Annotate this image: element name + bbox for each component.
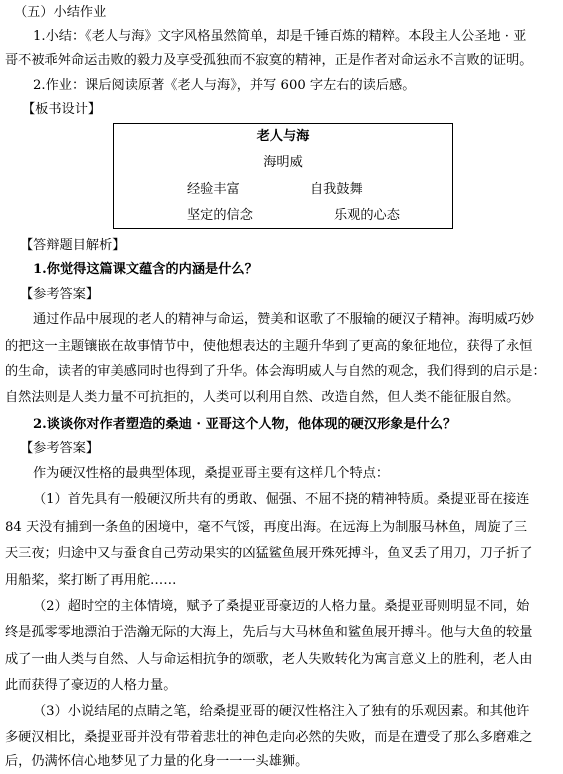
q2-answer-line-12: 后，仍满怀信心地梦见了力量的化身一一一头雄狮。 [5, 754, 309, 769]
board-keyword-experience: 经验丰富 [187, 182, 240, 197]
q1-answer-line-2: 的把这一主题镶嵌在故事情节中，使他想表达的主题升华到了更高的象征地位，获得了永恒 [5, 339, 533, 354]
q1-answer-line-4: 自然法则是人类力量不可抗拒的，人类可以利用自然、改造自然，但人类不能征服自然。 [5, 390, 520, 405]
board-design-heading: 【板书设计】 [22, 102, 102, 117]
q2-answer-line-3: 84 天没有捕到一条鱼的困境中，毫不气馁，再度出海。在远海上为制服马林鱼，周旋了三 [5, 520, 528, 535]
question-2: 2.谈谈你对作者塑造的桑迪 · 亚哥这个人物，他体现的硬汉形象是什么？ [33, 417, 457, 432]
homework-line: 2.作业：课后阅读原著《老人与海》，并写 600 字左右的读后感。 [33, 78, 416, 93]
board-design-box [113, 123, 453, 229]
q2-answer-line-4: 天三夜；归途中又与蚕食自己劳动果实的凶猛鲨鱼展开殊死搏斗，鱼叉丢了用刀，刀子折了 [5, 546, 533, 561]
q2-answer-line-6: （2）超时空的主体情境，赋予了桑提亚哥豪迈的人格力量。桑提亚哥则明显不同，始 [33, 599, 530, 614]
q2-answer-line-9: 此而获得了豪迈的人格力量。 [5, 678, 177, 693]
q2-answer-line-2: （1）首先具有一般硬汉所共有的勇敢、倔强、不屈不挠的精神特质。桑提亚哥在接连 [33, 492, 530, 507]
q2-answer-line-5: 用船桨，桨打断了再用舵…… [5, 573, 177, 588]
board-keyword-firm-belief: 坚定的信念 [187, 208, 253, 223]
q2-answer-line-8: 成了一曲人类与自然、人与命运相抗争的颂歌，老人失败转化为寓言意义上的胜利，老人由 [5, 652, 533, 667]
q2-answer-line-7: 终是孤零零地漂泊于浩瀚无际的大海上，先后与大马林鱼和鲨鱼展开搏斗。他与大鱼的较量 [5, 625, 533, 640]
q1-answer-line-1: 通过作品中展现的老人的精神与命运，赞美和讴歌了不服输的硬汉子精神。海明威巧妙 [33, 312, 535, 327]
q2-answer-line-11: 多硬汉相比，桑提亚哥并没有带着悲壮的神色走向必然的失败，而是在遭受了那么多磨难之 [5, 730, 533, 745]
q1-answer-line-3: 的生命，读者的审美感同时也得到了升华。体会海明威人与自然的观念，我们得到的启示是： [5, 364, 546, 379]
summary-line-1: 1.小结：《老人与海》文字风格虽然简单，却是千锤百炼的精粹。本段主人公圣地 · 亚 [33, 29, 527, 44]
q2-answer-line-1: 作为硬汉性格的最典型体现，桑提亚哥主要有这样几个特点： [33, 466, 390, 481]
board-keyword-self-encouragement: 自我鼓舞 [310, 182, 363, 197]
q2-answer-line-10: （3）小说结尾的点睛之笔，给桑提亚哥的硬汉性格注入了独有的乐观因素。和其他许 [33, 704, 530, 719]
q2-reference-label: 【参考答案】 [20, 441, 100, 456]
board-title: 老人与海 [256, 129, 310, 144]
section-heading: （五）小结作业 [14, 5, 107, 20]
q1-reference-label: 【参考答案】 [20, 287, 100, 302]
board-keyword-optimism: 乐观的心态 [334, 208, 400, 223]
answers-heading: 【答辩题目解析】 [20, 238, 126, 253]
summary-line-2: 哥不被乖舛命运击败的毅力及享受孤独而不寂寞的精神，正是作者对命运永不言败的证明。 [5, 53, 533, 68]
board-author: 海明威 [263, 155, 303, 170]
question-1: 1.你觉得这篇课文蕴含的内涵是什么？ [33, 262, 258, 277]
